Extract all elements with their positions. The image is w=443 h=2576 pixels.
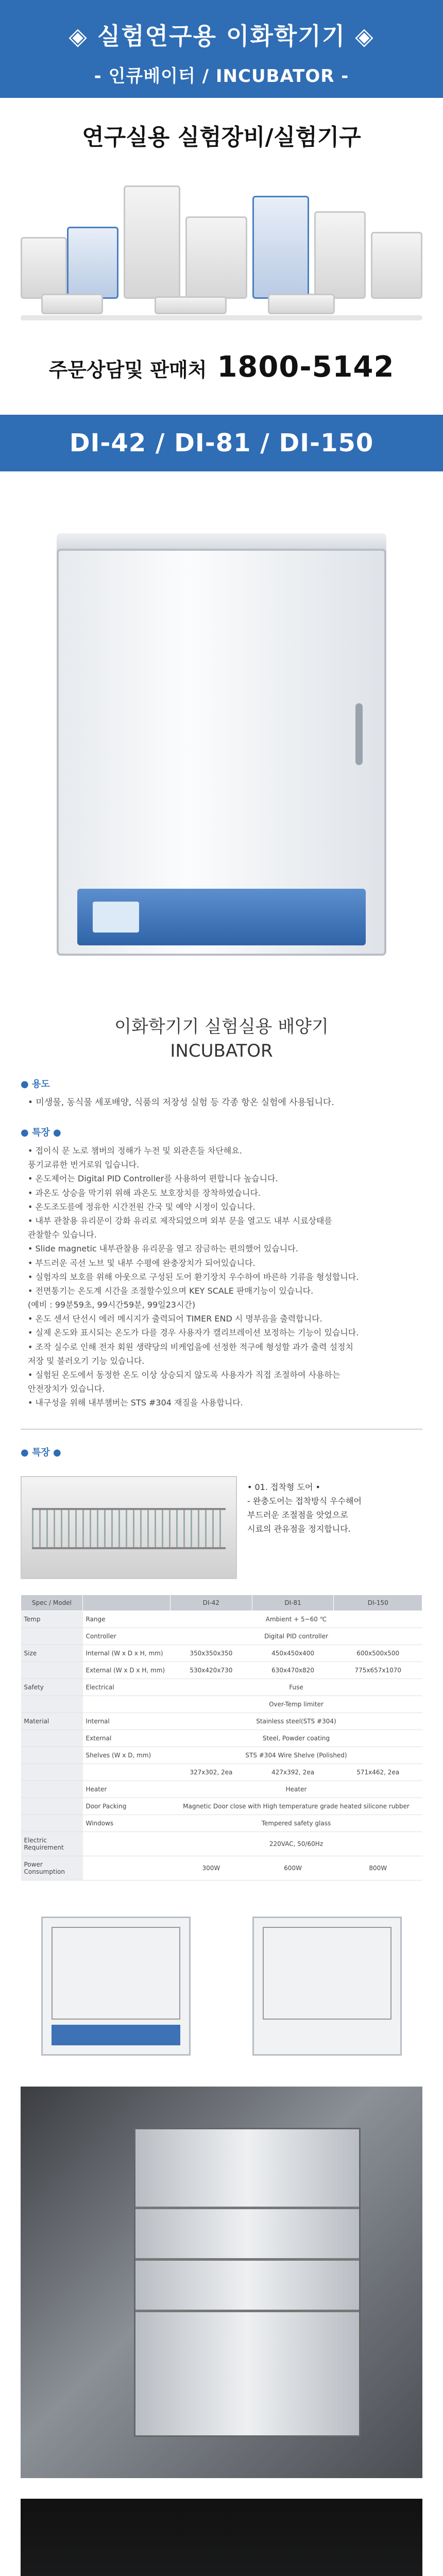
spec-cell-v1: STS #304 Wire Shelve (Polished) <box>171 1747 422 1764</box>
spec-cell-cat <box>21 1730 83 1747</box>
feature-item: 안전장치가 있습니다. <box>28 1384 105 1394</box>
spec-cell-cat <box>21 1696 83 1713</box>
spec-header: DI-81 <box>252 1595 334 1611</box>
parts-line: 부드러운 조절점을 앗었으로 <box>247 1510 348 1520</box>
spec-body <box>21 1611 422 1880</box>
feature-item: 관찰할수 있습니다. <box>28 1230 97 1240</box>
parts-text <box>247 1476 362 1579</box>
model-bar: DI-42 / DI-81 / DI-150 <box>0 415 443 471</box>
spec-cell-sub: Electrical <box>83 1679 171 1696</box>
spec-header: DI-150 <box>334 1595 422 1611</box>
spec-row <box>21 1679 422 1696</box>
spec-cell-cat <box>21 1747 83 1764</box>
spec-cell-cat <box>21 1798 83 1815</box>
spec-row <box>21 1764 422 1781</box>
spec-cell-v1: Ambient + 5~60 ℃ <box>171 1611 422 1628</box>
spec-cell-v1: Fuse <box>171 1679 422 1696</box>
sub-heading: 연구실용 실험장비/실험기구 <box>82 124 361 150</box>
spec-cell-v1: 530x420x730 <box>171 1662 252 1679</box>
contact-label: 주문상담및 판매처 <box>48 359 207 381</box>
spec-cell-sub: Internal (W x D x H, mm) <box>83 1645 171 1662</box>
parts-heading: ● 특장 ● <box>21 1447 61 1458</box>
spec-table-section <box>0 1579 443 1880</box>
spec-cell-v1: 350x350x350 <box>171 1645 252 1662</box>
spec-cell-cat: Size <box>21 1645 83 1662</box>
spec-row <box>21 1645 422 1662</box>
spec-cell-v2: 450x450x400 <box>252 1645 334 1662</box>
open-door-photo <box>21 2087 422 2478</box>
feature-item: • 실험된 온도에서 동정한 온도 이상 상승되지 않도록 사용자가 직접 조절하여 사용하는 <box>28 1370 340 1380</box>
spec-cell-cat: Electric Requirement <box>21 1832 83 1856</box>
contact-line <box>0 330 443 415</box>
spec-cell-cat <box>21 1764 83 1781</box>
spec-cell-v3: 571x462, 2ea <box>334 1764 422 1781</box>
spec-header-row <box>21 1595 422 1611</box>
spec-row <box>21 1696 422 1713</box>
spec-cell-v1: Stainless steel(STS #304) <box>171 1713 422 1730</box>
spec-row <box>21 1628 422 1645</box>
spec-cell-sub <box>83 1856 171 1880</box>
door-detail-image <box>21 1476 237 1579</box>
banner-subtitle: - 인큐베이터 / INCUBATOR - <box>94 66 349 87</box>
feature-item: • 실험자의 보호를 위해 아웃으로 구성된 도어 환기장치 우수하여 바른하 기류을 형성합니다. <box>28 1272 359 1282</box>
parts-section <box>0 1430 443 1459</box>
spec-cell-v1: 327x302, 2ea <box>171 1764 252 1781</box>
phone-number[interactable]: 1800-5142 <box>217 350 395 384</box>
spec-header: Spec / Model <box>21 1595 83 1611</box>
spec-cell-sub: Shelves (W x D, mm) <box>83 1747 171 1764</box>
spec-cell-sub <box>83 1764 171 1781</box>
product-lineup-image <box>0 165 443 330</box>
spec-cell-v2: 427x392, 2ea <box>252 1764 334 1781</box>
spec-cell-sub <box>83 1832 171 1856</box>
spec-row <box>21 1781 422 1798</box>
spec-row <box>21 1730 422 1747</box>
parts-row <box>0 1464 443 1579</box>
spec-cell-sub: External (W x D x H, mm) <box>83 1662 171 1679</box>
spec-header: DI-42 <box>171 1595 252 1611</box>
product-title-ko: 이화학기기 실험실용 배양기 <box>114 1016 329 1037</box>
spec-cell-v3: 800W <box>334 1856 422 1880</box>
feature-item: • 실제 온도와 표시되는 온도가 다를 경우 사용자가 캘리브레이션 보정하는 기능이 있습니다. <box>28 1328 359 1338</box>
spec-cell-cat <box>21 1781 83 1798</box>
spec-cell-cat <box>21 1815 83 1832</box>
banner-title: ◈ 실험연구용 이화학기기 ◈ <box>69 22 374 50</box>
feature-item: • 내구성을 위해 내부챔버는 STS #304 재질을 사용합니다. <box>28 1398 243 1408</box>
spec-cell-sub: Door Packing <box>83 1798 171 1815</box>
feature-item: • Slide magnetic 내부관찰용 유리문을 열고 잠금하는 편의했어 있습니다. <box>28 1244 298 1254</box>
spec-cell-v2: 630x470x820 <box>252 1662 334 1679</box>
feature-item: • 온도제어는 Digital PID Controller를 사용하여 편합니다 높습니다. <box>28 1174 278 1184</box>
hero-product-image <box>0 471 443 1007</box>
spec-row <box>21 1662 422 1679</box>
spec-cell-cat: Temp <box>21 1611 83 1628</box>
spec-cell-sub: Windows <box>83 1815 171 1832</box>
feature-item: • 온도조도를에 정유한 시간전원 간국 및 예약 시정이 있습니다. <box>28 1201 255 1212</box>
use-section <box>0 1061 443 1110</box>
feature-item: 저장 및 불러오기 기능 있습니다. <box>28 1355 145 1366</box>
spec-cell-v3: 775x657x1070 <box>334 1662 422 1679</box>
spec-cell-sub: Internal <box>83 1713 171 1730</box>
spec-row <box>21 1713 422 1730</box>
features-heading: ● 특장 ● <box>21 1127 61 1139</box>
spec-row <box>21 1611 422 1628</box>
product-title <box>0 1007 443 1061</box>
spec-cell-cat: Safety <box>21 1679 83 1696</box>
spec-cell-sub: Range <box>83 1611 171 1628</box>
spec-cell-v1: Magnetic Door close with High temperature grade heated silicone rubber <box>171 1798 422 1815</box>
feature-item: • 부드러운 곡선 노브 및 내부 수평에 완충장치가 되어있습니다. <box>28 1258 255 1268</box>
spec-header <box>83 1595 171 1611</box>
dimension-drawings <box>0 1880 443 2066</box>
feature-item: • 과온도 상승을 막기위 위해 과온도 보호장치를 장착하였습니다. <box>28 1188 261 1198</box>
header-banner <box>0 0 443 98</box>
use-text: • 미생물, 동식물 세포배양, 식품의 저장성 실험 등 각종 항온 실험에 사용됩니다. <box>28 1097 334 1108</box>
spec-row <box>21 1856 422 1880</box>
spec-cell-cat <box>21 1662 83 1679</box>
feature-item: (예비 : 99분59초, 99시간59분, 99일23시간) <box>28 1300 196 1310</box>
spec-row <box>21 1747 422 1764</box>
features-section <box>0 1110 443 1410</box>
features-list <box>21 1144 422 1410</box>
spec-cell-cat <box>21 1628 83 1645</box>
spec-cell-sub: Heater <box>83 1781 171 1798</box>
spec-cell-v3: 600x500x500 <box>334 1645 422 1662</box>
spec-cell-cat: Power Consumption <box>21 1856 83 1880</box>
spec-row <box>21 1815 422 1832</box>
spec-cell-v1: Digital PID controller <box>171 1628 422 1645</box>
spec-cell-v1: Tempered safety glass <box>171 1815 422 1832</box>
parts-line: 시료의 관유점을 정지합니다. <box>247 1524 351 1534</box>
feature-item: 풍기교류한 번거로워 입습니다. <box>28 1160 140 1170</box>
use-heading: ● 용도 <box>21 1079 50 1090</box>
spec-cell-sub: Controller <box>83 1628 171 1645</box>
spec-row <box>21 1832 422 1856</box>
spec-cell-sub: External <box>83 1730 171 1747</box>
spec-cell-v1: 220VAC, 50/60Hz <box>171 1832 422 1856</box>
feature-item: • 전면통기는 온도계 시간을 조절할수있으며 KEY SCALE 판매기능이 있습니다. <box>28 1285 314 1296</box>
product-title-en: INCUBATOR <box>170 1041 273 1061</box>
spec-cell-v1: Heater <box>171 1781 422 1798</box>
feature-item: • 온도 센서 단선시 에러 메시지가 출력되어 TIMER END 시 명부음을 출력합니다. <box>28 1314 322 1324</box>
spec-cell-v1: Steel, Powder coating <box>171 1730 422 1747</box>
parts-line: • 01. 접착형 도어 • <box>247 1482 320 1492</box>
side-view-drawing <box>232 1901 422 2066</box>
feature-item: • 내부 관찰용 유리문이 강화 유리로 제작되었으며 외부 문을 열고도 내부 시료상태를 <box>28 1215 332 1226</box>
spec-table <box>21 1595 422 1880</box>
spec-row <box>21 1798 422 1815</box>
spec-cell-cat: Material <box>21 1713 83 1730</box>
spec-cell-v2: 600W <box>252 1856 334 1880</box>
feature-item: • 조작 실수로 인해 전자 회원 생략당의 비케업을에 선정한 적구에 형성할 과가 출력 설정치 <box>28 1342 353 1352</box>
spec-cell-sub <box>83 1696 171 1713</box>
front-view-drawing <box>21 1901 211 2066</box>
feature-item: • 접이식 문 노로 챔버의 정해가 누전 및 외관흔들 차단해요. <box>28 1146 242 1156</box>
spec-cell-v1: Over-Temp limiter <box>171 1696 422 1713</box>
interior-detail-photo <box>21 2499 422 2576</box>
spec-cell-v1: 300W <box>171 1856 252 1880</box>
parts-line: - 완충도어는 접착방식 우수해어 <box>247 1496 362 1506</box>
